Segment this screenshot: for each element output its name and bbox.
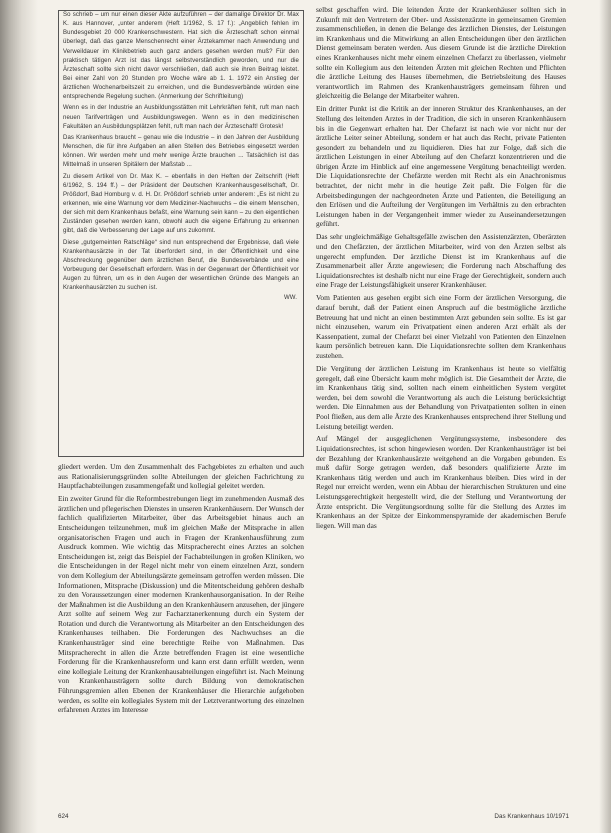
body-paragraph: Ein dritter Punkt ist die Kritik an der inneren Struktur des Krankenhauses, an der Stellung des leitenden Arztes in der Tradition, die sich in unseren Krankenhäusern bis in die Gegenwart erhalten hat. Der Chefarzt ist nach wie vor nicht nur der ärztliche Leiter seiner Abteilung, sondern er hat auch das Recht, private Patienten gesondert zu behandeln und zu liquidieren. Dies hat zur Folge, daß sich die ärztlichen Leistungen in einer Abteilung auf den Chefarzt konzentrieren und die übrigen Ärzte im Hinblick auf eine angemessene Vergütung benachteiligt werden. Die Liquidationsrechte der Chefärzte werden mit Recht als ein Anachronismus betrachtet, der nicht mehr in die heutige Zeit paßt. Die Folgen für die Arbeitsbedingungen der nachgeordneten Ärzte und Patienten, die Beteiligung an den Erlösen und die Aufteilung der Vergütungen im Verhältnis zu den erbrachten Leistungen haben in der Vergangenheit immer wieder zu Auseinandersetzungen geführt.	[316, 104, 566, 229]
body-paragraph: selbst geschaffen wird. Die leitenden Ärzte der Krankenhäuser sollten sich in Zukunft mit den Vertretern der Ober- und Assistenzärzte in gemeinsamen Gremien zusammenschließen, in denen die Belange des ärztlichen Dienstes, der Leistungen im Krankenhaus und die Mitwirkung an allen Entscheidungen über den ärztlichen Dienst gemeinsam beraten werden. Aus diesem Grunde ist die ärztliche Direktion eines Krankenhauses nicht mehr einem einzelnen Chefarzt zu überlassen, vielmehr sollte ein Kollegium aus den leitenden Ärzten mit gleichen Rechten und Pflichten die ärztliche Leitung des Hauses übernehmen, die Betriebsleitung des Hauses verantwortlich im Rahmen des Krankenhausträgers gemeinsam führen und gleichzeitig die Belange der Mitarbeiter wahren.	[316, 5, 566, 101]
page-number: 624	[58, 813, 69, 820]
body-paragraph: Vom Patienten aus gesehen ergibt sich eine Form der ärztlichen Versorgung, die darauf beruht, daß der Patient einen Anspruch auf die bestmögliche ärztliche Betreuung hat und nicht an einen bestimmten Arzt gebunden sein sollte. Es ist gar nicht einzusehen, warum ein Privatpatient einen anderen Arzt erhält als der Kassenpatient, zumal der Chefarzt bei einer Vielzahl von Patienten den Einzelnen kaum persönlich betreuen kann. Die Liquidationsrechte sollten dem Krankenhaus zustehen.	[316, 293, 566, 360]
box-paragraph: Das Krankenhaus braucht – genau wie die Industrie – in den Jahren der Ausbildung Menschen, die für ihre Aufgaben an allen Stellen des Betriebes eingesetzt werden können. Wir werden mehr und mehr wenige Ärzte brauchen ... Tatsächlich ist das Mittelmaß in unseren Spitälern der Maßstab ...	[63, 135, 299, 169]
boxed-excerpt	[58, 10, 304, 457]
body-paragraph: Die Vergütung der ärztlichen Leistung im Krankenhaus ist heute so vielfältig geregelt, daß eine Übersicht kaum mehr möglich ist. Die Gesamtheit der Ärzte, die im Krankenhaus tätig sind, sollten nach einem einheitlichen System vergütet werden, bei dem sowohl die Verantwortung als auch die Leistung berücksichtigt werden. Die Einnahmen aus der Behandlung von Privatpatienten sollten in einen Pool fließen, aus dem alle Ärzte des Krankenhauses entsprechend ihrer Stellung und Leistung beteiligt werden.	[316, 363, 566, 431]
box-paragraph: Zu diesem Artikel von Dr. Max K. – ebenfalls in den Heften der Zeitschrift (Heft 6/1962, S. 194 ff.) – der Präsident der Deutschen Krankenhausgesellschaft, Dr. Prößdorf, Bad Homburg v. d. H. Dr. Prößdorf schrieb unter anderem: „Es ist nicht zu erkennen, wie eine Warnung vor dem Mediziner-Nachwuchs – die einem Menschen, der sich mit dem Krankenhaus befaßt, eine Warnung sein kann – zu den eigentlichen Zuständen gesehen werden kann, obwohl auch die eigene Erfahrung zu erkennen gibt, daß die Verbesserung der Lage auf uns zukommt.	[63, 173, 299, 235]
right-column-body	[316, 5, 566, 817]
body-paragraph: Ein zweiter Grund für die Reformbestrebungen liegt im zunehmenden Ausmaß des ärztlichen und pflegerischen Dienstes in unseren Krankenhäusern. Der Wunsch der fachlich qualifizierten Mitarbeiter, über das Arbeitsgebiet hinaus auch an Entscheidungen teilzunehmen, muß im gleichen Maße der Mitsprache in allen organisatorischen Fragen und auch in Fragen der Krankenhausführung zum Ausdruck kommen. Wie wichtig das Mitspracherecht eines Arztes an solchen Entscheidungen ist, zeigt das Beispiel der Fachabteilungen in großen Kliniken, wo die Entscheidungen in der Regel nicht mehr von einem einzelnen Arzt, sondern von dem Kollegium der Abteilungsärzte gemeinsam getroffen werden müssen. Die Informationen, Mitsprache (Diskussion) und die Mitentscheidung gehören deshalb zu den Voraussetzungen einer modernen Krankenhausorganisation. In der Reihe der Maßnahmen ist die Ausbildung an den Krankenhäusern anzusehen, der jüngere Arzt sollte auf seinem Weg zur Facharztanerkennung durch ein System der Rotation und durch die Verantwortung als Mitarbeiter an den Entscheidungen des Krankenhauses teilhaben. Die Forderungen des Nachwuchses an die Krankenhausträger sind eine berechtigte Reihe von Maßnahmen. Das Mitspracherecht in allen die Ärzte betreffenden Fragen ist eine wesentliche Forderung für die Krankenhausreform und kann erst dann erfüllt werden, wenn eine kollegiale Leitung der Krankenhausabteilungen eingeführt ist. Nach Meinung von Krankenhausträgern sollte durch Bildung von demokratischen Führungsgremien allen Ebenen der Krankenhäuser die Hierarchie aufgehoben werden, es sollte ein kollegiales System mit der Letztverantwortung des einzelnen erfahrenen Arztes im Interesse	[58, 494, 304, 715]
footer-source: Das Krankenhaus 10/1971	[494, 813, 569, 820]
body-paragraph: Auf Mängel der ausgeglichenen Vergütungssysteme, insbesondere des Liquidationsrechtes, ist schon hingewiesen worden. Der Krankenhausträger ist bei der Bezahlung der Krankenhausärzte weitgehend an die Vorgaben gebunden. Es muß dafür Sorge getragen werden, daß besonders qualifizierte Ärzte im Krankenhaus tätig werden und auch im Krankenhaus bleiben. Dies wird in der Regel nur erreicht werden, wenn ein Abbau der hierarchischen Strukturen und eine Leistungsgerechtigkeit hergestellt wird, die der Stellung und Verantwortung der Ärzte entspricht. Die Vergütungsordnung sollte für die Stellung des Arztes im Krankenhaus an der Spitze der Einkommenspyramide der akademischen Berufe liegen. Will man das	[316, 434, 566, 530]
body-paragraph: Das sehr ungleichmäßige Gehaltsgefälle zwischen den Assistenzärzten, Oberärzten und den Chefärzten, der ärztlichen Mitarbeiter, wird von den Ärzten selbst als ungerecht empfunden. Der ärztliche Dienst ist im Krankenhaus auf die Zusammenarbeit aller Ärzte angewiesen; die Forderung nach Abschaffung des Liquidationsrechtes ist deshalb nicht nur eine Frage der Gerechtigkeit, sondern auch eine Frage der Leistungsfähigkeit unserer Krankenhäuser.	[316, 232, 566, 290]
box-paragraph: Diese „gutgemeinten Ratschläge“ sind nun entsprechend der Ergebnisse, daß viele Krankenhausärzte in der Tat überfordert sind, in der Öffentlichkeit und eine Abschreckung gegenüber dem ärztlichen Beruf, die Bundesverbände und eine Vorbeugung der Gesellschaft erfordern. Was in der Gegenwart der Öffentlichkeit vor Augen zu führen, um es in den Augen der wesentlichen Gründe des Mangels an Krankenhausärzten zu suchen ist.	[63, 239, 299, 292]
left-column-body	[58, 462, 304, 804]
body-paragraph: gliedert werden. Um den Zusammenhalt des Fachgebietes zu erhalten und auch aus Rationalisierungsgründen sollte Abteilungen der gleichen Fachrichtung zu Hauptfachabteilungen zusammengefaßt und kollegial geleitet werden.	[58, 462, 304, 491]
box-paragraph: So schrieb – um nur einen dieser Akte aufzuführen – der damalige Direktor Dr. Max K. aus Hannover, „unter anderem (Heft 1/1962, S. 17 f.): „Angeblich fehlen im Bundesgebiet 20 000 Krankenschwestern. Hat sich die Ärzteschaft schon einmal überlegt, daß das ganze Menschenrecht einer Ärztekammer nach Anwendung und Verweildauer im Klinikbetrieb auch ganz anders gesehen werden muß? Für den praktisch tätigen Arzt ist das längst selbstverständlich geworden, und nur die Ärzteschaft sollte sich nicht davor verschließen, daß auch sie ihren Beitrag leistet. Bei einer Zahl von 20 Stunden pro Woche wäre ab 1. 1. 1972 ein Anstieg der ärztlichen Wochenarbeitszeit zu erreichen, und die Bundesverbände würden eine entsprechende Regelung suchen. (Anmerkung der Schriftleitung)	[63, 12, 299, 101]
box-paragraph: Wenn es in der Industrie an Ausbildungsstätten mit Lehrkräften fehlt, ruft man nach neuen Tarifverträgen und Ausbildungswegen. Wenn es in den medizinischen Fakultäten an Ausbildungsplätzen fehlt, ruft man nach der Ärzteschaft! Grotesk!	[63, 105, 299, 130]
box-signature: WW.	[283, 294, 297, 301]
